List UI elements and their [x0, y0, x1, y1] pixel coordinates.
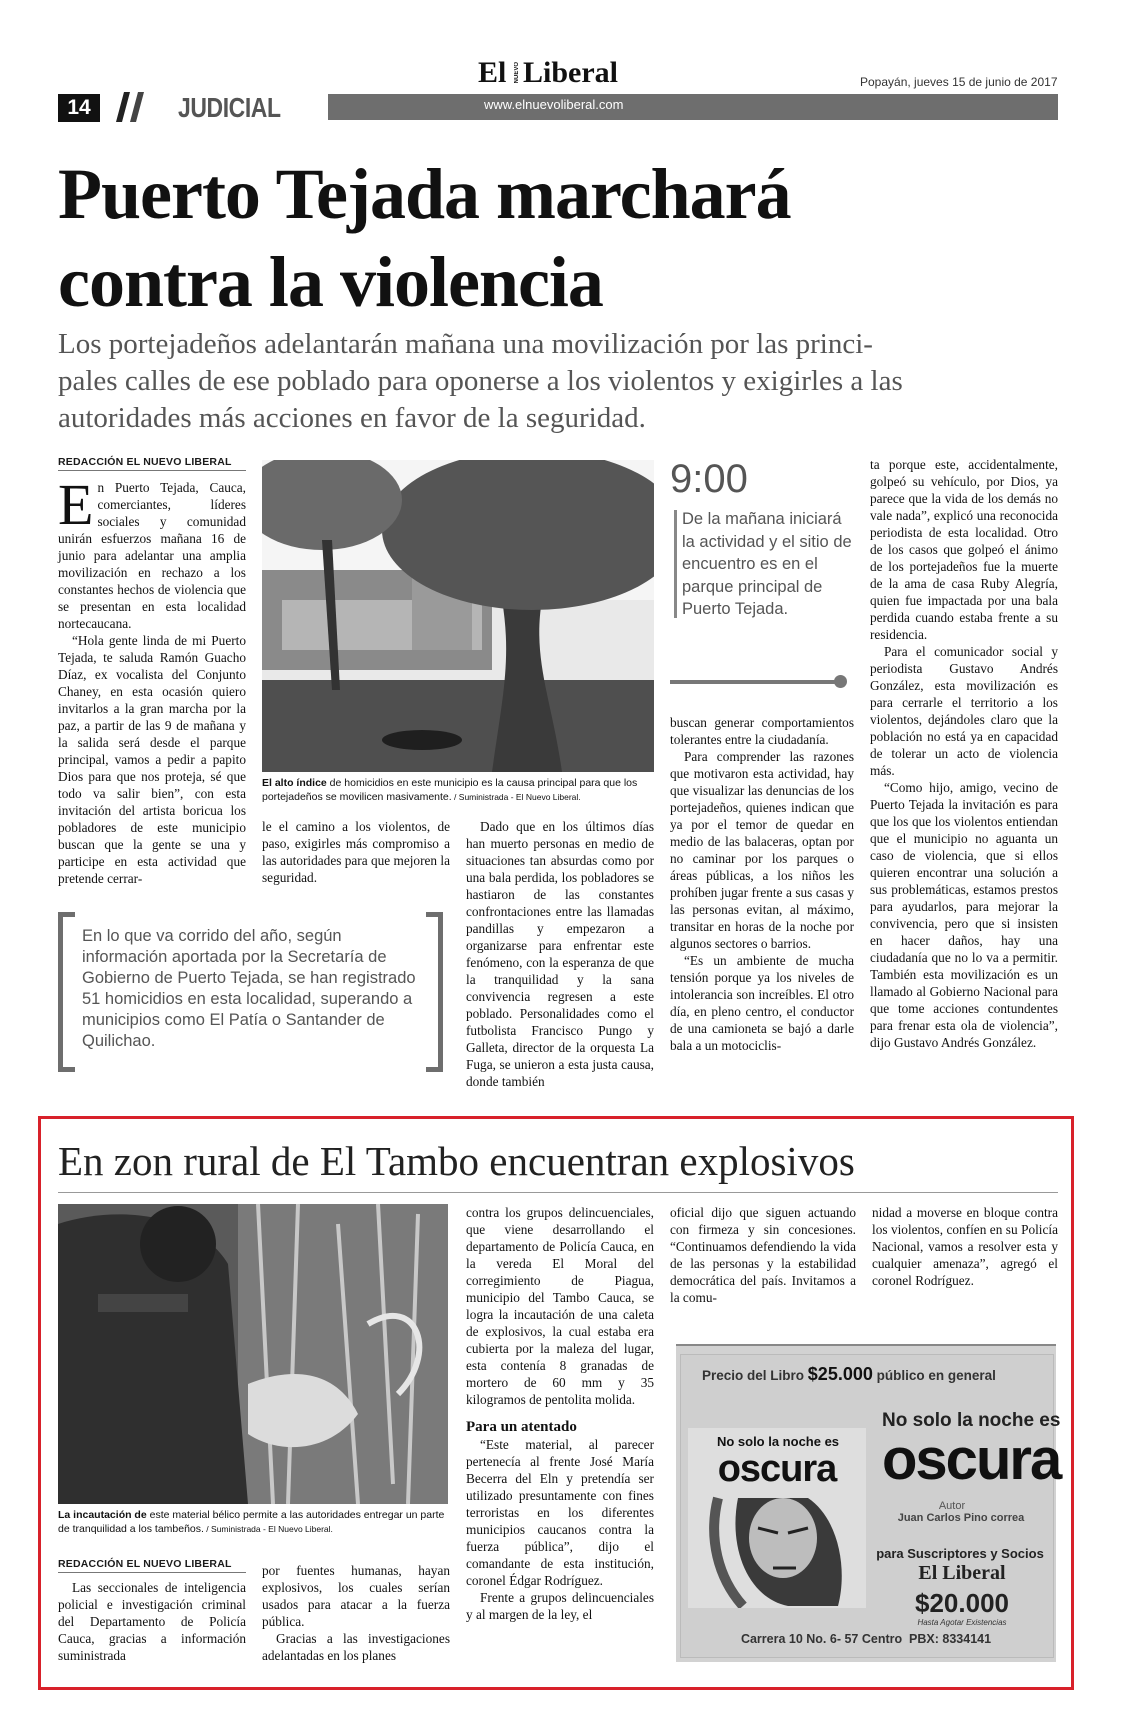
page-number: 14 — [58, 94, 100, 122]
article1-column-1 — [58, 456, 246, 887]
article1-deck — [58, 326, 1068, 437]
lead-paragraph: En Puerto Tejada, Cauca, comerciantes, líderes sociales y comunidad unirán esfuerzos mañana 16 de junio para adelantar una amplia movilización en rechazo a los constantes hechos de violencia que se presentan en esta localidad nortecaucana. — [58, 472, 246, 631]
subhead: Para un atentado — [466, 1419, 577, 1435]
pull-quote — [58, 912, 448, 1068]
paragraph: contra los grupos delincuenciales, que viene desarrollando el departamento de Policía Cauca, en la vereda El Moral del corregimiento de Piagua, municipio del Tambo Cauca, se logra la incautación de una caleta de explosivos, la cual estaba era cubierta por la maleza del lugar, esta contenía 8 granadas de mortero de 60 mm y 35 kilogramos de pentolita molida. — [466, 1205, 654, 1407]
article1-title — [58, 150, 1058, 326]
header-rule — [328, 94, 1058, 120]
section-slash-icon — [110, 90, 150, 124]
paragraph: Para comprender las razones que motivaron esta actividad, hay que visualizar las denuncias de los portejadeños, quienes indican que ya por el temor de quedar en medio de las balaceras, optan por no caminar por los parques o áreas públicas, a los niños les prohíben jugar frente a sus casas y las personas evitan, al máximo, transitar en horas de la noche por algunos sectores o barrios. — [670, 749, 854, 951]
paragraph: por fuentes humanas, hayan explosivos, los cuales serían usados para atacar a la fuerza pública. — [262, 1563, 450, 1629]
article1-column-4 — [670, 714, 854, 1054]
article1-column-5 — [870, 456, 1058, 1051]
paragraph: “Como hijo, amigo, vecino de Puerto Tejada la invitación es para que los que los violentos entiendan que el municipio no aguanta un caso de violencia, que si ellos quieren encontrar una solución a sus problemáticas, estamos prestos para ayudarlos, para mejorar la convivencia, pero que si insisten en hacer daños, hay una ciudadanía que no lo va a permitir. También esta movilización es un llamado al Gobierno Nacional para que tome acciones contundentes para frenar esta ola de violencia”, dijo Gustavo Andrés González. — [870, 780, 1058, 1050]
page-header — [0, 0, 1125, 130]
highlight-box — [670, 456, 852, 686]
explosives-photo-caption: La incautación de este material bélico permite a las autoridades entregar un parte de tranquilidad a los tambeños. / Suministrada - El Nuevo Liberal. — [58, 1509, 445, 1535]
drop-cap: E — [58, 472, 94, 537]
deck-line-1: Los portejadeños adelantarán mañana una movilización por las princi- — [58, 328, 873, 360]
section-label: JUDICIAL — [178, 92, 281, 123]
article2-column-4 — [670, 1204, 856, 1306]
ad-price-line: Precio del Libro $25.000 público en general — [702, 1364, 996, 1384]
article2-column-3 — [466, 1204, 654, 1623]
article2-title: En zon rural de El Tambo encuentran explosivos — [58, 1138, 855, 1184]
members-price: $20.000 — [915, 1588, 1009, 1618]
paragraph: Gracias a las investigaciones adelantadas en los planes — [262, 1631, 450, 1663]
park-photo-caption: El alto índice de homicidios en este municipio es la causa principal para que los portejadeños se movilicen masivamente. / Suministrada - El Nuevo Liberal. — [262, 777, 638, 803]
deck-line-3: autoridades más acciones en favor de la seguridad. — [58, 402, 646, 434]
cover-title-top: No solo la noche es — [716, 1434, 840, 1449]
book-title-top: No solo la noche es — [882, 1410, 1061, 1431]
byline: REDACCIÓN EL NUEVO LIBERAL — [58, 1558, 246, 1573]
paragraph: Dado que en los últimos días han muerto personas en medio de situaciones tan absurdas como por una bala perdida, los pobladores se hastiaron de las constantes confrontaciones entre las llamadas pandillas y empezaron a organizarse para enfrentar este fenómeno, con la esperanza de que la tranquilidad y la sana convivencia regresen a este poblado. Personalidades como el futbolista Francisco Pungo y Galleta, director de la orquesta La Fuga, se unieron a esta justa causa, donde también — [466, 819, 654, 1089]
article2-column-5 — [872, 1204, 1058, 1289]
paragraph: Frente a grupos delincuenciales y al margen de la ley, el — [466, 1590, 654, 1622]
title-line-2: contra la violencia — [58, 242, 603, 322]
paragraph: Para el comunicador social y periodista Gustavo Andrés González, esta movilización es para cerrarle el territorio a los violentos, dejándoles claro que la población no está ya en capacidad de tolerar un acto de violencia más. — [870, 644, 1058, 778]
park-photo — [262, 460, 654, 772]
article2-column-2 — [262, 1562, 450, 1664]
paragraph: ta porque este, accidentalmente, golpeó su vehículo, por Dios, ya parece que la vida de los demás no vale nada”, explicó una reconocida periodista de esta localidad. Otro de los casos que golpeó el ánimo de los portejadeños fue la muerte de la ama de casa Ruby Alegría, quien fue impactada por una bala perdida cuando estaba frente a su residencia. — [870, 457, 1058, 642]
explosives-photo — [58, 1204, 448, 1504]
paragraph: “Este material, al parecer pertenecía al frente José María Becerra del Eln y pretendía ser utilizado presuntamente con fines terroristas en los diferentes municipios caucanos contra la fuerza pública”, dijo el comandante de esta institución, coronel Édgar Rodríguez. — [466, 1437, 654, 1588]
author-label: Autor — [938, 1500, 966, 1512]
article1-column-2 — [262, 818, 450, 886]
bullet-dot-icon — [834, 675, 847, 688]
book-ad — [676, 1344, 1061, 1662]
logo-nuevo: NUEVO — [514, 62, 520, 84]
article2-column-1 — [58, 1558, 246, 1664]
paragraph: buscan generar comportamientos tolerantes entre la ciudadanía. — [670, 715, 854, 747]
article2-title-rule — [58, 1192, 1058, 1193]
left-bracket — [58, 912, 75, 1072]
right-bracket — [426, 912, 443, 1072]
cover-title-big: oscura — [717, 1448, 837, 1490]
article1-column-3 — [466, 818, 654, 1090]
byline: REDACCIÓN EL NUEVO LIBERAL — [58, 456, 246, 471]
paragraph: le el camino a los violentos, de paso, exigirles más compromiso a las autoridades para que mejoren la seguridad. — [262, 819, 450, 885]
highlight-time: 9:00 — [670, 457, 748, 501]
highlight-bottom-rule — [670, 680, 838, 684]
paragraph: Las seccionales de inteligencia policial e investigación criminal del Departamento de Policía Cauca, gracias a información suministrada — [58, 1580, 246, 1663]
book-cover-image — [688, 1428, 866, 1608]
stock-note: Hasta Agotar Existencias — [917, 1618, 1007, 1627]
highlight-text: De la mañana iniciará la actividad y el sitio de encuentro es en el parque principal de Puerto Tejada. — [682, 510, 852, 618]
members-logo: El Liberal — [918, 1562, 1006, 1584]
newspaper-logo — [478, 56, 648, 92]
pull-quote-text: En lo que va corrido del año, según información aportada por la Secretaría de Gobierno de Puerto Tejada, se han registrado 51 homicidios en esta localidad, superando a municipios como El Patía o Santander de Quilichao. — [82, 927, 416, 1050]
issue-date: Popayán, jueves 15 de junio de 2017 — [860, 75, 1058, 89]
highlight-rule — [674, 510, 677, 618]
website: www.elnuevoliberal.com — [484, 97, 624, 112]
title-line-1: Puerto Tejada marchará — [58, 154, 791, 234]
paragraph: “Hola gente linda de mi Puerto Tejada, te saluda Ramón Guacho Díaz, ex vocalista del Conjunto Chaney, en esta ocasión quiero invitarlos a la gran marcha por la paz, a partir de las 9 de mañana y la salida será desde el parque principal, vamos a pedir a papito Dios para que nos proteja, sé que todo va salir bien”, con esta invitación del artista boricua los pobladores de este municipio buscan que la gente se una y participe en esta actividad que pretende cerrar- — [58, 633, 246, 886]
author-name: Juan Carlos Pino correa — [897, 1512, 1025, 1524]
paragraph: oficial dijo que siguen actuando con firmeza y sin concesiones. “Continuamos defendiendo la vida de las personas y la estabilidad democrática del país. Invitamos a la comu- — [670, 1205, 856, 1305]
paragraph: nidad a moverse en bloque contra los violentos, confíen en su Policía Nacional, vamos a resolver esta y cualquier amenaza”, agregó el coronel Rodríguez. — [872, 1205, 1058, 1288]
paragraph: “Es un ambiente de mucha tensión porque ya los niveles de intolerancia son increíbles. El otro día, en pleno centro, el conductor de una camioneta se bajó a darle bala a un motociclis- — [670, 953, 854, 1053]
logo-liberal: Liberal — [523, 56, 618, 89]
logo-el: El — [478, 56, 507, 89]
deck-line-2: pales calles de ese poblado para oponerse a los violentos y exigirles a las — [58, 365, 903, 397]
ad-address: Carrera 10 No. 6- 57 Centro PBX: 8334141 — [740, 1632, 992, 1646]
book-title-big: oscura — [882, 1427, 1061, 1492]
members-label: para Suscriptores y Socios — [876, 1546, 1044, 1561]
